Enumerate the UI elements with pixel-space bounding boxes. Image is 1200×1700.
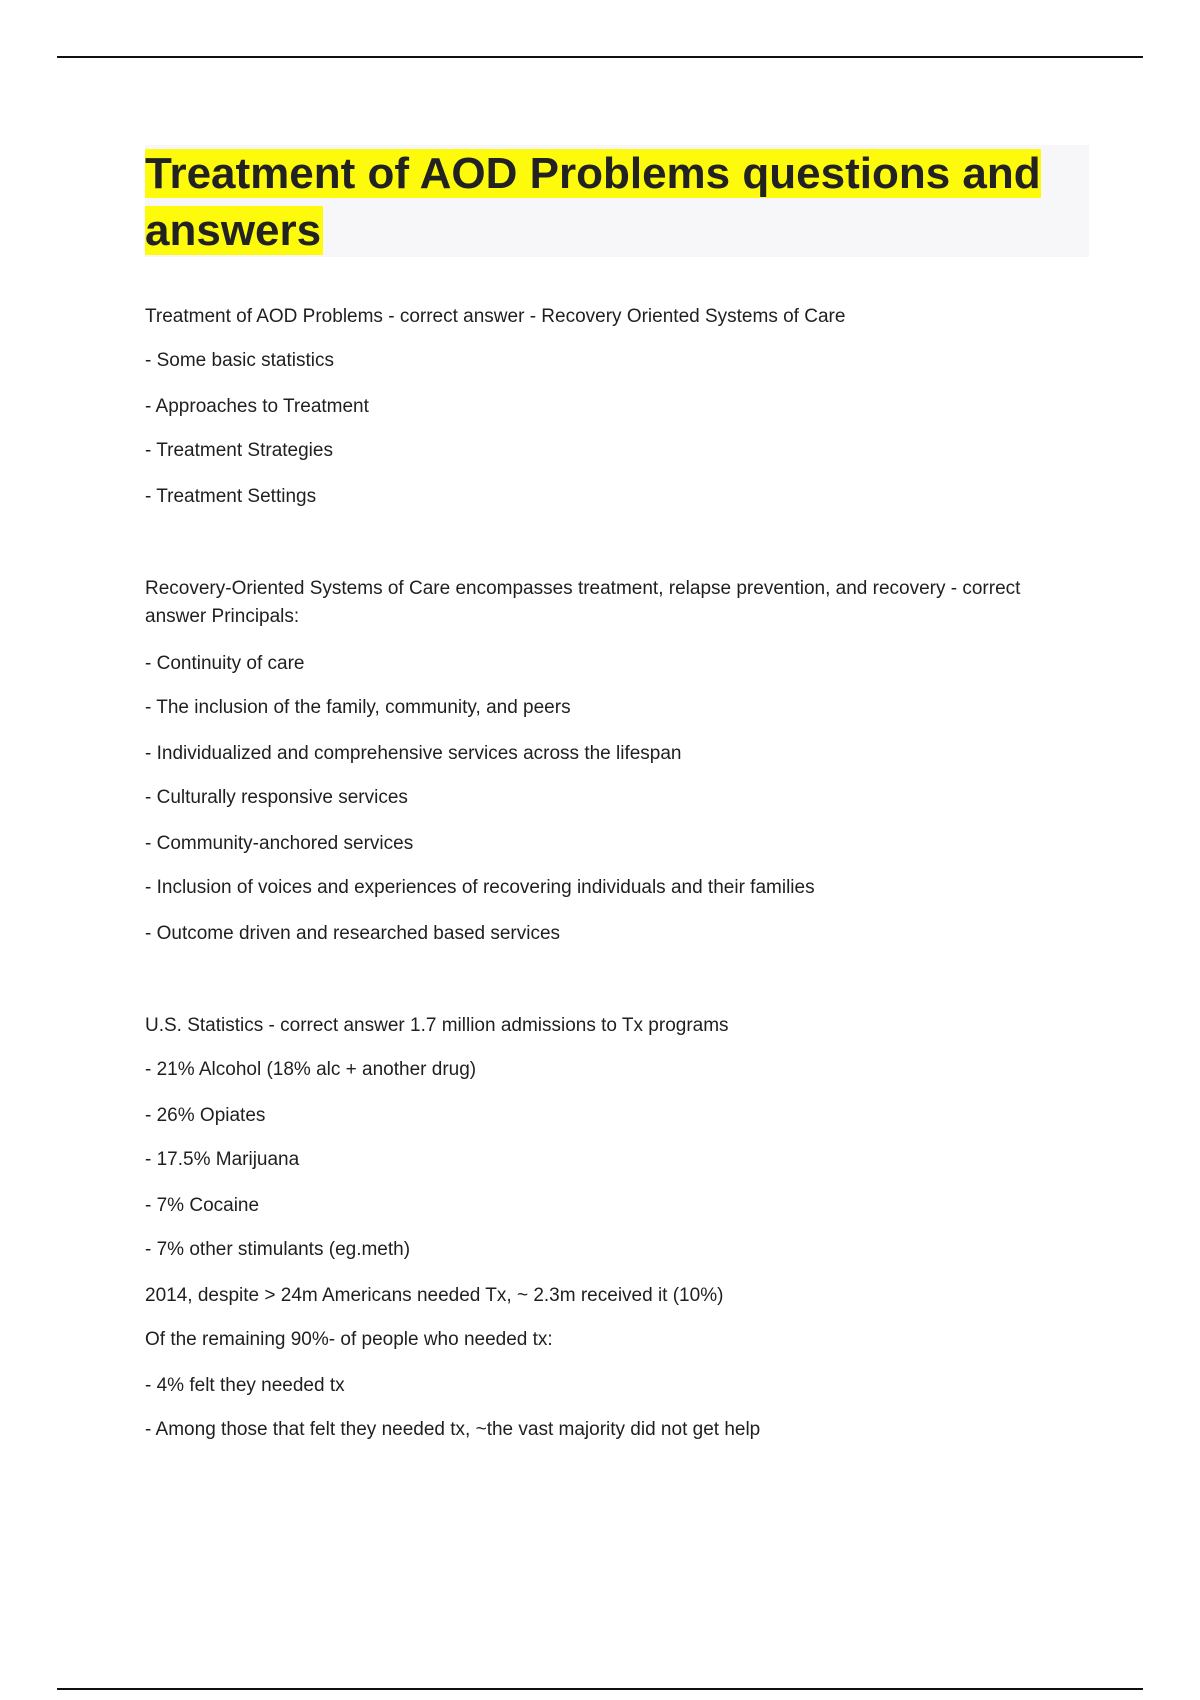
bullet-line: - Culturally responsive services (145, 787, 408, 808)
bullet-line: - 4% felt they needed tx (145, 1375, 345, 1396)
bullet-line: - Treatment Strategies (145, 440, 333, 461)
bullet-line: - Among those that felt they needed tx, ~the vast majority did not get help (145, 1419, 761, 1440)
bullet-line: - Community-anchored services (145, 833, 414, 854)
bullet-line: - Continuity of care (145, 653, 305, 674)
bullet-line: - The inclusion of the family, community, and peers (145, 697, 571, 718)
qa-question-line: Recovery-Oriented Systems of Care encompasses treatment, relapse prevention, and recovery - correct answer Principals: (145, 578, 1021, 627)
footer-rule (57, 1688, 1143, 1690)
bullet-line: - Approaches to Treatment (145, 396, 369, 417)
bullet-line: - Outcome driven and researched based services (145, 923, 561, 944)
bullet-line: - Treatment Settings (145, 486, 317, 507)
bullet-line: - Some basic statistics (145, 350, 334, 371)
bullet-line: - Inclusion of voices and experiences of recovering individuals and their families (145, 877, 815, 898)
text-line: Of the remaining 90%- of people who needed tx: (145, 1329, 553, 1350)
bullet-line: - 17.5% Marijuana (145, 1149, 300, 1170)
bullet-line: - Individualized and comprehensive services across the lifespan (145, 743, 682, 764)
document-title (145, 145, 1089, 259)
bullet-line: - 7% other stimulants (eg.meth) (145, 1239, 411, 1260)
title-block (145, 145, 1089, 257)
title-highlight: Treatment of AOD Problems questions and answers (145, 149, 1041, 255)
bullet-line: - 21% Alcohol (18% alc + another drug) (145, 1059, 477, 1080)
header-rule (57, 56, 1143, 58)
bullet-line: - 26% Opiates (145, 1105, 266, 1126)
text-line: 2014, despite > 24m Americans needed Tx, ~ 2.3m received it (10%) (145, 1285, 724, 1306)
qa-question-line: U.S. Statistics - correct answer 1.7 million admissions to Tx programs (145, 1015, 729, 1036)
bullet-line: - 7% Cocaine (145, 1195, 260, 1216)
qa-question-line: Treatment of AOD Problems - correct answer - Recovery Oriented Systems of Care (145, 306, 846, 327)
